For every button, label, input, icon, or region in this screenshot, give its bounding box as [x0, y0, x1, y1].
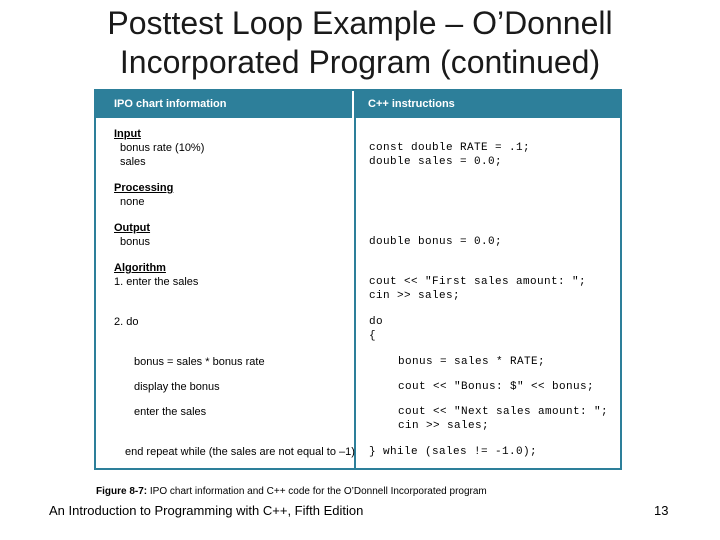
footer-book-title: An Introduction to Programming with C++, Fifth Edition [49, 503, 364, 518]
algorithm-substep: bonus = sales * bonus rate [134, 356, 265, 368]
algorithm-loop-end: end repeat while (the sales are not equal to –1) [125, 446, 355, 458]
algorithm-step: 1. enter the sales [114, 276, 199, 288]
code-line: cout << "Next sales amount: "; [398, 406, 609, 418]
code-line: { [369, 330, 377, 342]
code-line: do [369, 316, 384, 328]
algorithm-substep: enter the sales [134, 406, 207, 418]
column-header-ipo: IPO chart information [96, 91, 354, 118]
slide-title-line2: Incorporated Program (continued) [119, 44, 601, 80]
ipo-processing-heading: Processing [114, 182, 174, 194]
ipo-algorithm-heading: Algorithm [114, 262, 166, 274]
ipo-output-heading: Output [114, 222, 151, 234]
ipo-input-item: bonus rate (10%) [120, 142, 205, 154]
code-line: bonus = sales * RATE; [398, 356, 546, 368]
code-line: } while (sales != -1.0); [369, 446, 538, 458]
ipo-output-item: bonus [120, 236, 150, 248]
ipo-input-item: sales [120, 156, 146, 168]
algorithm-step: 2. do [114, 316, 139, 328]
slide-title-line1: Posttest Loop Example – O’Donnell [107, 5, 613, 41]
slide-title [0, 4, 720, 82]
figure-caption-text: IPO chart information and C++ code for the O’Donnell Incorporated program [147, 486, 487, 497]
code-line: cout << "Bonus: $" << bonus; [398, 381, 595, 393]
footer-page-number: 13 [654, 503, 669, 518]
figure-header-row [96, 91, 620, 118]
figure-caption [96, 486, 487, 497]
code-line: cin >> sales; [369, 290, 461, 302]
code-line: const double RATE = .1; [369, 142, 531, 154]
code-line: double sales = 0.0; [369, 156, 503, 168]
ipo-processing-item: none [120, 196, 145, 208]
column-header-cpp: C++ instructions [368, 98, 455, 110]
code-line: cout << "First sales amount: "; [369, 276, 587, 288]
ipo-figure [94, 89, 622, 470]
column-divider [354, 118, 356, 468]
code-line: double bonus = 0.0; [369, 236, 503, 248]
ipo-input-heading: Input [114, 128, 141, 140]
figure-caption-label: Figure 8-7: [96, 486, 148, 497]
algorithm-substep: display the bonus [134, 381, 220, 393]
code-line: cin >> sales; [398, 420, 490, 432]
